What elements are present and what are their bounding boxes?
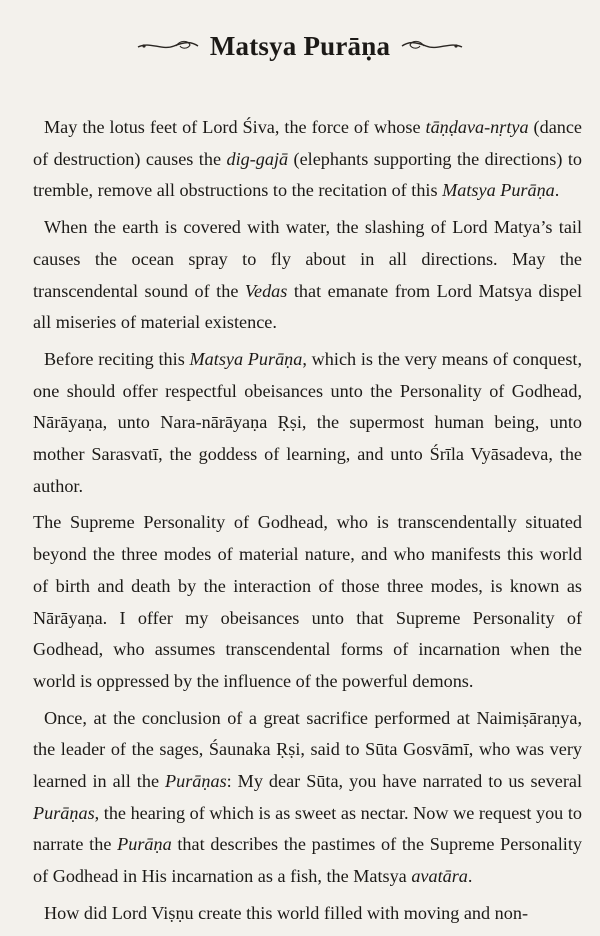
paragraph: [33, 703, 582, 893]
paragraph: [33, 898, 582, 930]
italic-term: avatāra: [411, 866, 468, 887]
page-title: Matsya Purāṇa: [209, 30, 391, 61]
text-run: May the lotus feet of Lord Śiva, the force of whose: [44, 117, 426, 137]
text-run: (dance of destruction) causes the: [33, 117, 583, 169]
italic-term: Purāṇa: [117, 834, 172, 855]
text-run: The Supreme Personality of Godhead, who is transcendentally situated beyond the three modes of material nature, and who manifests this world of birth and death by the interaction of those three modes, is known as Nārāyaṇa. I offer my obeisances unto that Supreme Personality of Godhead, who assumes transcendental forms of incarnation when the world is oppressed by the influence of the powerful demons.: [33, 512, 582, 691]
italic-term: dig-gajā: [226, 148, 289, 169]
paragraph: [33, 212, 582, 339]
italic-term: Matsya Purāṇa: [442, 180, 555, 201]
paragraph: [33, 344, 582, 503]
italic-term: Matsya Purāṇa: [189, 348, 303, 369]
italic-term: tāṇḍava-nṛtya: [425, 117, 529, 137]
italic-term: Vedas: [244, 280, 288, 301]
text-run: : My dear Sūta, you have narrated to us several: [226, 771, 582, 792]
paragraph: [33, 507, 582, 697]
text-run: .: [467, 866, 473, 887]
paragraph: [33, 112, 582, 207]
text-run: that emanate from Lord Matsya dispel all miseries of material existence.: [33, 280, 582, 333]
text-run: Before reciting this: [44, 348, 190, 369]
italic-term: Purāṇas: [33, 802, 95, 823]
page-header: [0, 26, 600, 66]
right-flourish-ornament: [400, 38, 464, 54]
body-text: [33, 112, 582, 935]
italic-term: Purāṇas: [165, 771, 227, 792]
text-run: .: [554, 180, 560, 201]
text-run: , which is the very means of conquest, one should offer respectful obeisances unto the Personality of Godhead, Nārāyaṇa, unto Nara-nārāyaṇa Ṛṣi, the supermost human being, unto mother Sarasvatī, the goddess of learning, and unto Śrīla Vyāsadeva, the author.: [33, 348, 582, 496]
left-flourish-ornament: [136, 38, 200, 54]
text-run: Once, at the conclusion of a great sacrifice performed at Naimiṣāraṇya, the leader of the sages, Śaunaka Ṛṣi, said to Sūta Gosvāmī, who was very learned in all the: [33, 707, 582, 792]
text-run: How did Lord Viṣṇu create this world filled with moving and non-: [44, 902, 529, 923]
text-run: When the earth is covered with water, the slashing of Lord Matya’s tail causes the ocean spray to fly about in all directions. May the transcendental sound of the: [33, 217, 582, 301]
text-run: , the hearing of which is as sweet as nectar. Now we request you to narrate the: [33, 802, 582, 855]
text-run: (elephants supporting the directions) to tremble, remove all obstructions to the recitation of this: [33, 148, 582, 201]
text-run: that describes the pastimes of the Supreme Personality of Godhead in His incarnation as a fish, the Matsya: [33, 834, 582, 887]
